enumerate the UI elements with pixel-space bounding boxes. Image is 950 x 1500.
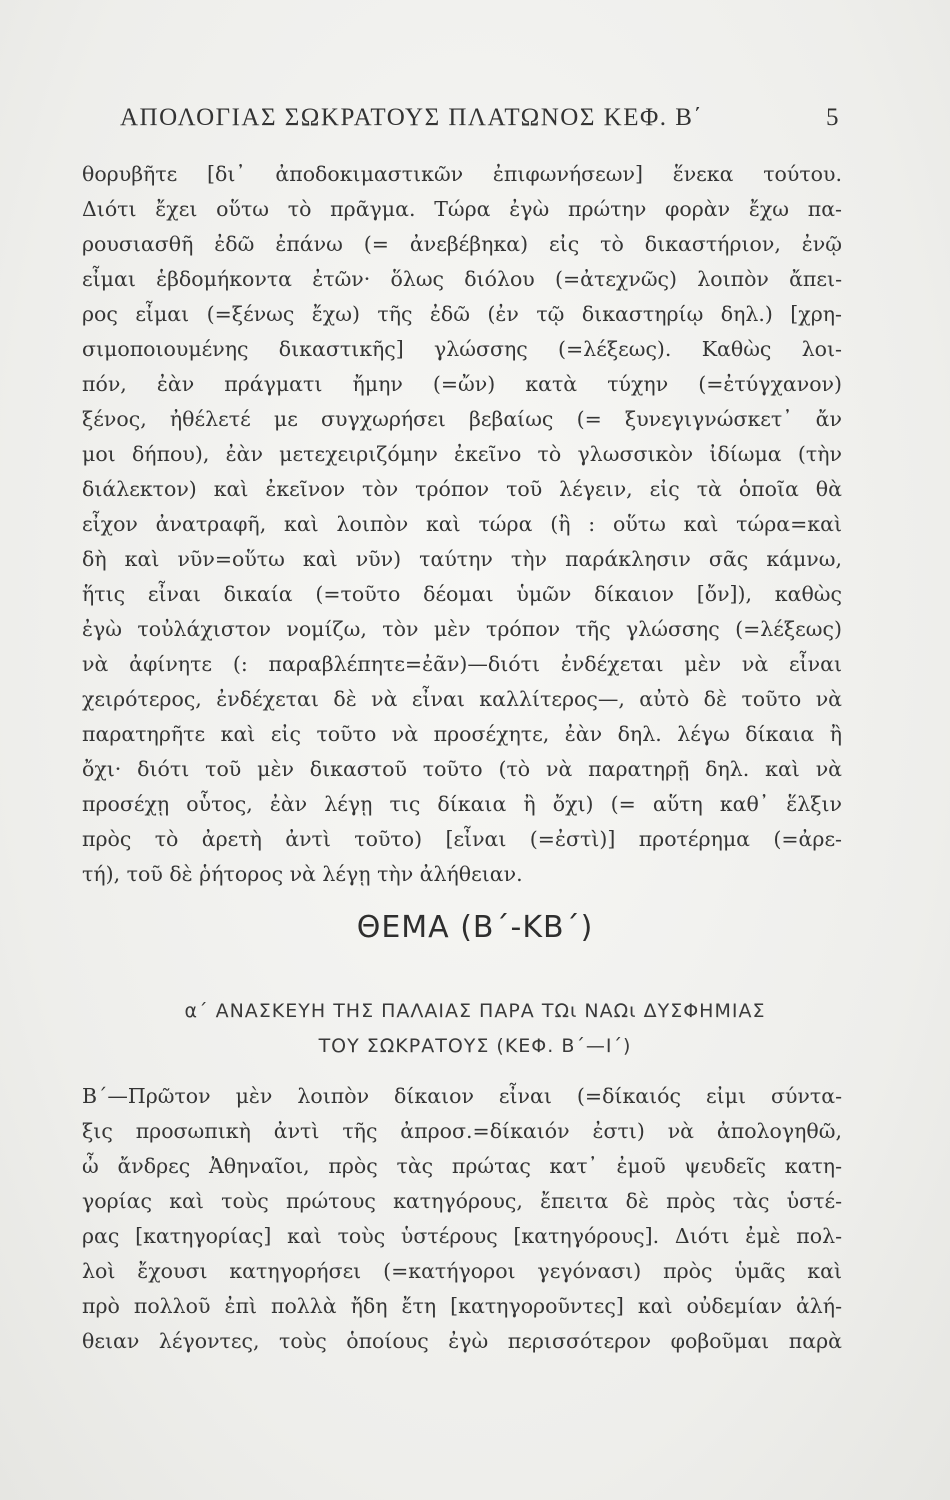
text-line: πόν, ἐὰν πράγματι ἤμην (=ὤν) κατὰ τύχην (=ἐτύγχανον)	[82, 372, 842, 396]
text-line: παρατηρῆτε καὶ εἰς τοῦτο νὰ προσέχητε, ἐὰν δηλ. λέγω δίκαια ἢ	[82, 722, 842, 746]
text-line: ὦ ἄνδρες Ἀθηναῖοι, πρὸς τὰς πρώτας κατ᾿ ἐμοῦ ψευδεῖς κατη-	[82, 1154, 842, 1178]
text-line: ρος εἶμαι (=ξένως ἔχω) τῆς ἐδῶ (ἐν τῷ δικαστηρίῳ δηλ.) [χρη-	[82, 302, 842, 326]
text-line: ὄχι· διότι τοῦ μὲν δικαστοῦ τοῦτο (τὸ νὰ παρατηρῇ δηλ. καὶ νὰ	[82, 757, 842, 781]
page-number: 5	[826, 104, 840, 131]
text-line: πρὸ πολλοῦ ἐπὶ πολλὰ ἤδη ἔτη [κατηγοροῦντες] καὶ οὐδεμίαν ἀλή-	[82, 1294, 842, 1318]
text-line: ἐγὼ τοὐλάχιστον νομίζω, τὸν μὲν τρόπον τῆς γλώσσης (=λέξεως)	[82, 617, 842, 641]
text-line: ξις προσωπικὴ ἀντὶ τῆς ἀπροσ.=δίκαιόν ἐστι) νὰ ἀπολογηθῶ,	[82, 1119, 842, 1143]
text-line: Διότι ἔχει οὕτω τὸ πρᾶγμα. Τώρα ἐγὼ πρώτην φορὰν ἔχω πα-	[82, 197, 842, 221]
text-line: νὰ ἀφίνητε (: παραβλέπητε=ἐᾶν)—διότι ἐνδέχεται μὲν νὰ εἶναι	[82, 652, 842, 676]
text-line: δὴ καὶ νῦν=οὕτω καὶ νῦν) ταύτην τὴν παράκλησιν σᾶς κάμνω,	[82, 547, 842, 571]
text-line: εἶχον ἀνατραφῆ, καὶ λοιπὸν καὶ τώρα (ἢ : οὕτω καὶ τώρα=καὶ	[82, 512, 842, 536]
text-line: Β΄—Πρῶτον μὲν λοιπὸν δίκαιον εἶναι (=δίκαιός εἰμι σύντα-	[82, 1084, 842, 1108]
text-line: ρουσιασθῆ ἐδῶ ἐπάνω (= ἀνεβέβηκα) εἰς τὸ δικαστήριον, ἐνῷ	[82, 232, 842, 256]
text-line: ἥτις εἶναι δικαία (=τοῦτο δέομαι ὑμῶν δίκαιον [ὄν]), καθὼς	[82, 582, 842, 606]
section-subtitle-line-1: α΄ ΑΝΑΣΚΕΥΗ ΤΗΣ ΠΑΛΑΙΑΣ ΠΑΡΑ ΤΩι ΝΑΩι ΔΥΣΦΗΜΙΑΣ	[184, 1000, 766, 1022]
text-line: χειρότερος, ἐνδέχεται δὲ νὰ εἶναι καλλίτερος—, αὐτὸ δὲ τοῦτο νὰ	[82, 687, 842, 711]
text-line: πρὸς τὸ ἀρετὴ ἀντὶ τοῦτο) [εἶναι (=ἐστὶ)] προτέρημα (=ἀρε-	[82, 827, 842, 851]
text-line: προσέχῃ οὗτος, ἐὰν λέγῃ τις δίκαια ἢ ὄχι) (= αὕτη καθ᾿ ἕλξιν	[82, 792, 842, 816]
text-line: εἶμαι ἑβδομήκοντα ἐτῶν· ὅλως διόλου (=ἀτεχνῶς) λοιπὸν ἄπει-	[82, 267, 842, 291]
text-line: θορυβῆτε [δι᾿ ἀποδοκιμαστικῶν ἐπιφωνήσεων] ἕνεκα τούτου.	[82, 162, 842, 186]
text-line: ρας [κατηγορίας] καὶ τοὺς ὑστέρους [κατηγόρους]. Διότι ἐμὲ πολ-	[82, 1224, 842, 1248]
running-title: ΑΠΟΛΟΓΙΑΣ ΣΩΚΡΑΤΟΥΣ ΠΛΑΤΩΝΟΣ ΚΕΦ. Β΄	[120, 104, 704, 131]
text-line: τή), τοῦ δὲ ῥήτορος νὰ λέγῃ τὴν ἀλήθειαν.	[82, 862, 523, 886]
text-line: γορίας καὶ τοὺς πρώτους κατηγόρους, ἔπειτα δὲ πρὸς τὰς ὑστέ-	[82, 1189, 842, 1213]
text-line: λοὶ ἔχουσι κατηγορήσει (=κατήγοροι γεγόνασι) πρὸς ὑμᾶς καὶ	[82, 1259, 842, 1283]
section-title: ΘΕΜΑ (Β΄-ΚΒ΄)	[356, 910, 594, 945]
running-head	[120, 104, 840, 132]
text-line: ξένος, ἠθέλετέ με συγχωρήσει βεβαίως (= ξυνεγιγνώσκετ᾿ ἄν	[82, 407, 842, 431]
text-line: σιμοποιουμένης δικαστικῆς] γλώσσης (=λέξεως). Καθὼς λοι-	[82, 337, 842, 361]
section-subtitle-line-2: ΤΟΥ ΣΩΚΡΑΤΟΥΣ (ΚΕΦ. Β΄—Ι΄)	[318, 1035, 632, 1057]
text-line: διάλεκτον) καὶ ἐκεῖνον τὸν τρόπον τοῦ λέγειν, εἰς τὰ ὁποῖα θὰ	[82, 477, 842, 501]
text-line: θειαν λέγοντες, τοὺς ὁποίους ἐγὼ περισσότερον φοβοῦμαι παρὰ	[82, 1329, 842, 1353]
text-line: μοι δήπου), ἐὰν μετεχειριζόμην ἐκεῖνο τὸ γλωσσικὸν ἰδίωμα (τὴν	[82, 442, 842, 466]
